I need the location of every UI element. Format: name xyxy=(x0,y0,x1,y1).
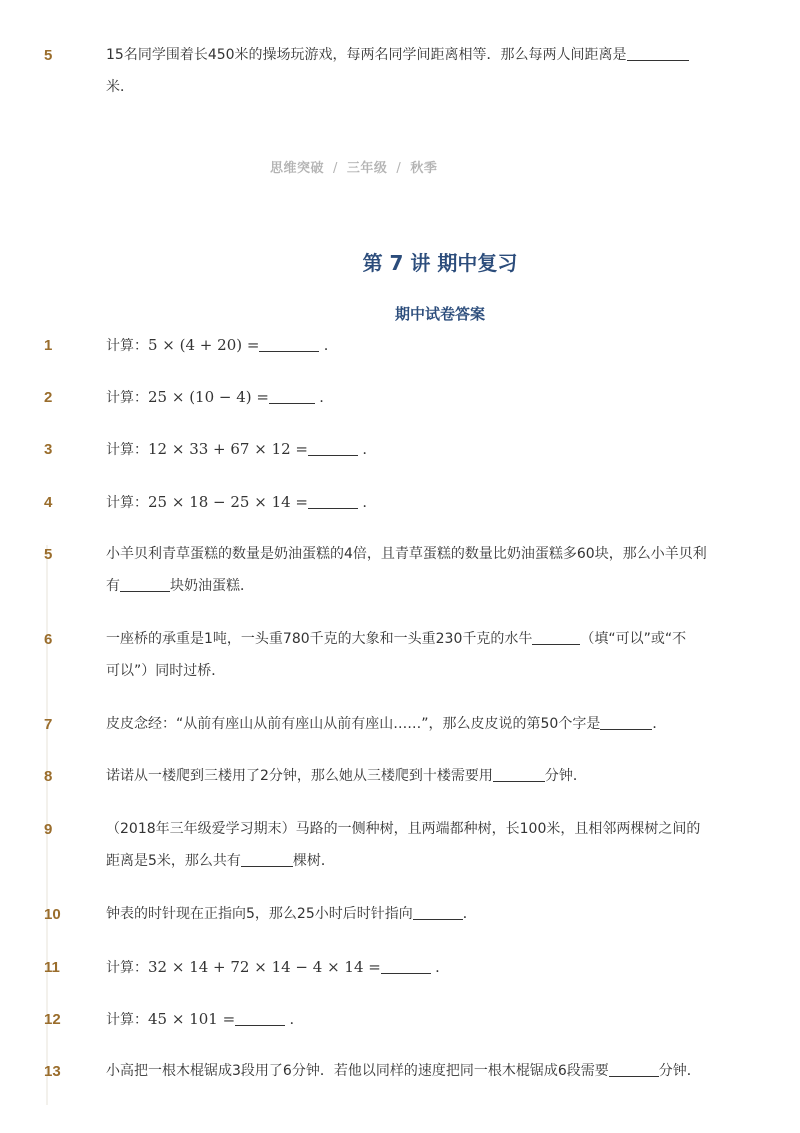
math-expression: 45 × 101 = xyxy=(148,1010,236,1028)
breadcrumb-season: 秋季 xyxy=(410,161,438,176)
question-suffix: ． xyxy=(362,495,377,511)
answer-blank[interactable] xyxy=(308,441,358,456)
question-text xyxy=(106,623,718,687)
question-text-line2: 可以”）同时过桥． xyxy=(106,663,226,679)
question-prefix: 计算： xyxy=(106,442,148,458)
question-text xyxy=(106,708,718,740)
math-expression: 12 × 33 + 67 × 12 = xyxy=(148,440,308,458)
question-suffix: 分钟． xyxy=(658,1063,701,1079)
question-prefix: 计算： xyxy=(106,495,148,511)
math-expression: 5 × (4 + 20) = xyxy=(148,336,260,354)
question-text-line2: 有 xyxy=(106,578,120,594)
question-text-line1-end: （填“可以”或“不 xyxy=(580,631,687,647)
question-number: 13 xyxy=(44,1063,61,1080)
section-subtitle: 期中试卷答案 xyxy=(394,305,485,323)
question-text xyxy=(106,538,718,602)
question-number: 2 xyxy=(44,389,53,406)
answer-blank[interactable] xyxy=(235,1011,285,1026)
answer-blank[interactable] xyxy=(381,959,431,974)
question-suffix: ． xyxy=(323,338,338,354)
question-suffix: ． xyxy=(435,960,450,976)
breadcrumb xyxy=(270,157,437,176)
lesson-title: 第 7 讲 期中复习 xyxy=(362,251,518,275)
question-number: 12 xyxy=(44,1011,61,1028)
question-number: 5 xyxy=(44,47,53,64)
answer-blank[interactable] xyxy=(532,630,580,645)
question-text xyxy=(106,1003,718,1036)
answer-blank[interactable] xyxy=(627,46,689,61)
question-number: 6 xyxy=(44,631,53,648)
breadcrumb-series: 思维突破 xyxy=(270,161,325,176)
question-number: 11 xyxy=(44,959,60,976)
question-text xyxy=(106,1055,718,1087)
question-number: 5 xyxy=(44,546,53,563)
answer-blank[interactable] xyxy=(493,767,545,782)
question-text xyxy=(106,39,718,103)
question-suffix: ． xyxy=(319,390,334,406)
question-text xyxy=(106,951,718,984)
question-text-line1: （2018年三年级爱学习期末）马路的一侧种树，且两端都种树，长100米，且相邻两棵树之间的 xyxy=(106,821,701,837)
question-prefix: 计算： xyxy=(106,960,148,976)
question-text-line2-end: 棵树． xyxy=(292,853,335,869)
question-suffix: ． xyxy=(462,906,477,922)
question-suffix: ． xyxy=(652,716,667,732)
answer-blank[interactable] xyxy=(308,494,358,509)
question-text xyxy=(106,329,718,362)
math-expression: 25 × (10 − 4) = xyxy=(148,388,269,406)
answer-blank[interactable] xyxy=(241,852,293,867)
question-text xyxy=(106,760,718,792)
question-text xyxy=(106,381,718,414)
question-number: 1 xyxy=(44,337,53,354)
question-number: 10 xyxy=(44,906,61,923)
question-text-line1: 钟表的时针现在正指向5，那么25小时后时针指向 xyxy=(106,906,413,922)
question-number: 7 xyxy=(44,716,53,733)
answer-blank[interactable] xyxy=(120,577,170,592)
breadcrumb-separator: / xyxy=(396,161,402,176)
question-text-line1: 15名同学围着长450米的操场玩游戏，每两名同学间距离相等．那么每两人间距离是 xyxy=(106,47,627,63)
question-text-line1: 小高把一根木棍锯成3段用了6分钟．若他以同样的速度把同一根木棍锯成6段需要 xyxy=(106,1063,609,1079)
answer-blank[interactable] xyxy=(259,337,319,352)
question-prefix: 计算： xyxy=(106,390,148,406)
question-text xyxy=(106,898,718,930)
question-text xyxy=(106,813,718,877)
answer-blank[interactable] xyxy=(609,1062,659,1077)
question-prefix: 计算： xyxy=(106,338,148,354)
question-text-line1: 一座桥的承重是1吨，一头重780千克的大象和一头重230千克的水牛 xyxy=(106,631,533,647)
answer-blank[interactable] xyxy=(269,389,315,404)
question-suffix: ． xyxy=(362,442,377,458)
question-number: 8 xyxy=(44,768,53,785)
question-number: 3 xyxy=(44,441,53,458)
question-text-line1: 小羊贝利青草蛋糕的数量是奶油蛋糕的4倍，且青草蛋糕的数量比奶油蛋糕多60块，那么小羊贝利 xyxy=(106,546,707,562)
math-expression: 32 × 14 + 72 × 14 − 4 × 14 = xyxy=(148,958,381,976)
math-expression: 25 × 18 − 25 × 14 = xyxy=(148,493,308,511)
question-text-line2: 米． xyxy=(106,79,134,95)
answer-blank[interactable] xyxy=(600,715,652,730)
question-number: 4 xyxy=(44,494,53,511)
question-text xyxy=(106,486,718,519)
question-suffix: 分钟． xyxy=(544,768,587,784)
question-number: 9 xyxy=(44,821,53,838)
question-text-line2: 距离是5米，那么共有 xyxy=(106,853,241,869)
question-suffix: ． xyxy=(289,1012,304,1028)
question-text-line1: 诺诺从一楼爬到三楼用了2分钟，那么她从三楼爬到十楼需要用 xyxy=(106,768,493,784)
answer-blank[interactable] xyxy=(413,905,463,920)
question-prefix: 计算： xyxy=(106,1012,148,1028)
breadcrumb-separator: / xyxy=(333,161,338,176)
question-text xyxy=(106,433,718,466)
question-text-line2-end: 块奶油蛋糕． xyxy=(170,578,254,594)
breadcrumb-grade: 三年级 xyxy=(346,161,388,176)
question-text-line1: 皮皮念经：“从前有座山从前有座山从前有座山……”，那么皮皮说的第50个字是 xyxy=(106,716,601,732)
